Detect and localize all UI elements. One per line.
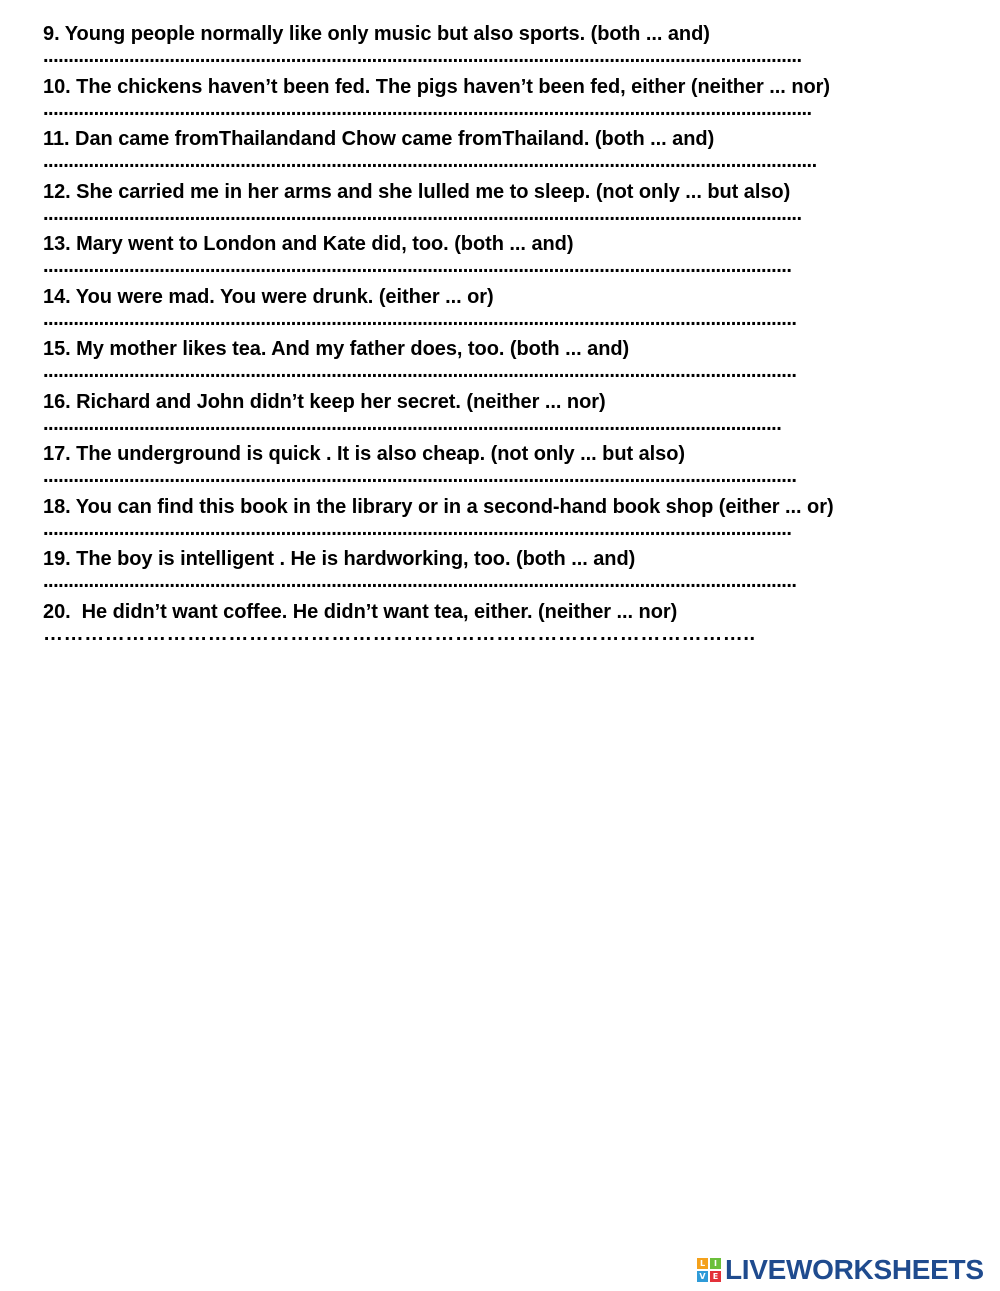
question-item	[0, 598, 1000, 651]
answer-line[interactable]: ....................................................................................................................................................	[43, 518, 792, 539]
logo-square: V	[697, 1271, 708, 1282]
answer-line[interactable]: ....................................................................................................................................................	[43, 256, 792, 276]
question-text: 15. My mother likes tea. And my father does, too. (both ... and)	[43, 338, 630, 360]
answer-line[interactable]: ........................................................................................................................................................	[43, 98, 812, 119]
question-text: 12. She carried me in her arms and she lulled me to sleep. (not only ... but also)	[43, 180, 791, 203]
question-item	[0, 335, 1000, 388]
question-item	[0, 20, 1000, 73]
question-text: 9. Young people normally like only music but also sports. (both ... and)	[43, 23, 710, 45]
question-text: 14. You were mad. You were drunk. (either ... or)	[43, 285, 494, 308]
question-text: 13. Mary went to London and Kate did, too. (both ... and)	[43, 233, 574, 255]
logo-square: I	[710, 1258, 721, 1269]
question-item	[0, 493, 1000, 546]
answer-line[interactable]: ......................................................................................................................................................	[43, 203, 802, 224]
liveworksheets-logo	[697, 1253, 984, 1287]
question-text: 17. The underground is quick . It is also cheap. (not only ... but also)	[43, 443, 686, 465]
question-text: 20. He didn’t want coffee. He didn’t want tea, either. (neither ... nor)	[43, 600, 678, 623]
answer-line[interactable]: .....................................................................................................................................................	[43, 571, 797, 591]
answer-line[interactable]: .....................................................................................................................................................	[43, 308, 797, 329]
question-item	[0, 440, 1000, 493]
logo-squares-icon	[697, 1258, 721, 1282]
answer-line[interactable]: ......................................................................................................................................................	[43, 46, 802, 66]
question-item	[0, 125, 1000, 178]
logo-square: L	[697, 1258, 708, 1269]
question-item	[0, 388, 1000, 441]
answer-line[interactable]: …………………………………………………………………………………………..	[43, 623, 756, 644]
answer-line[interactable]: .....................................................................................................................................................	[43, 361, 797, 381]
question-item	[0, 545, 1000, 598]
question-text: 11. Dan came fromThailandand Chow came fromThailand. (both ... and)	[43, 128, 715, 150]
answer-line[interactable]: ..................................................................................................................................................	[43, 413, 782, 434]
question-item	[0, 283, 1000, 336]
question-text: 19. The boy is intelligent . He is hardworking, too. (both ... and)	[43, 548, 636, 570]
question-item	[0, 73, 1000, 126]
answer-line[interactable]: .........................................................................................................................................................	[43, 151, 817, 171]
question-item	[0, 230, 1000, 283]
answer-line[interactable]: .....................................................................................................................................................	[43, 466, 797, 486]
question-text: 16. Richard and John didn’t keep her secret. (neither ... nor)	[43, 390, 606, 413]
question-text: 18. You can find this book in the library or in a second-hand book shop (either ... or)	[43, 495, 834, 518]
logo-square: E	[710, 1271, 721, 1282]
question-item	[0, 178, 1000, 231]
logo-text: LIVEWORKSHEETS	[725, 1254, 984, 1285]
question-text: 10. The chickens haven’t been fed. The pigs haven’t been fed, either (neither ... nor)	[43, 75, 830, 98]
